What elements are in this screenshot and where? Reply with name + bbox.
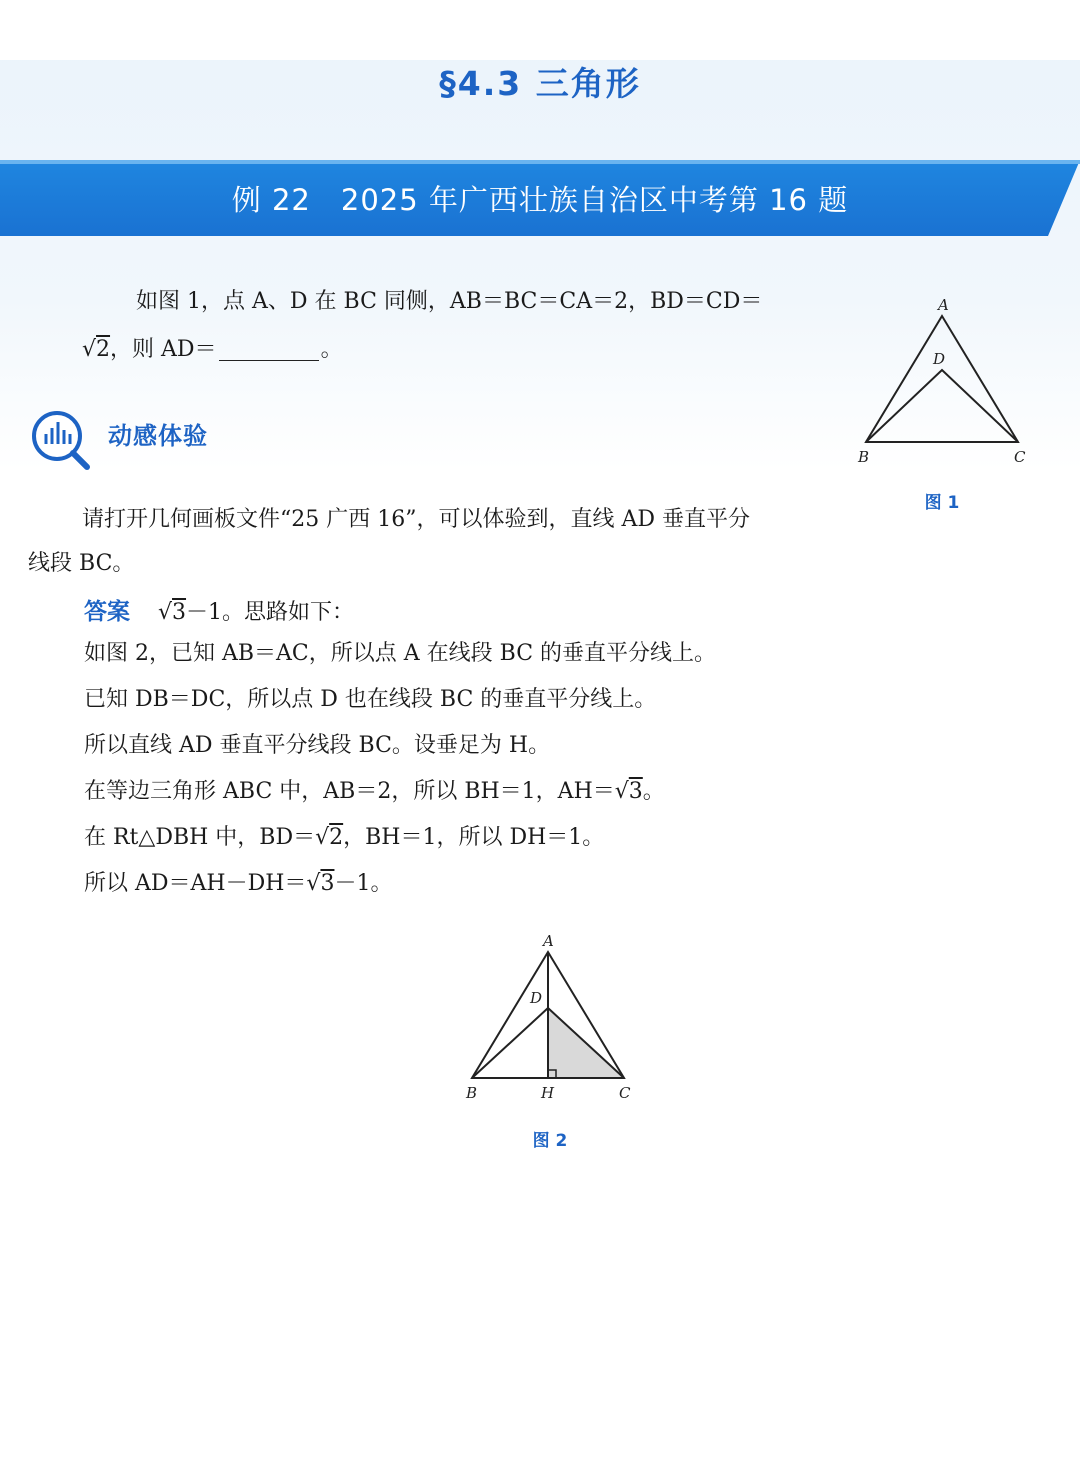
figure-1-caption: 图 1 xyxy=(924,493,960,513)
experience-line-1: 请打开几何画板文件“25 广西 16”，可以体验到，直线 AD 垂直平分 xyxy=(82,507,750,532)
solution-line-3: 所以直线 AD 垂直平分线段 BC。设垂足为 H。 xyxy=(84,733,551,758)
banner-highlight xyxy=(0,160,1080,164)
experience-line-2: 线段 BC。 xyxy=(28,551,135,576)
problem-line-2-text: ，则 AD＝ xyxy=(110,337,217,362)
solution-line-6-radical: 3 xyxy=(320,871,335,896)
answer-blank xyxy=(219,340,319,361)
dynamic-experience-title: 动感体验 xyxy=(108,422,208,450)
fig2-label-c: C xyxy=(619,1084,631,1102)
solution-line-6: 所以 AD＝AH－DH＝√3－1。 xyxy=(84,871,393,896)
fig2-label-a: A xyxy=(543,932,554,950)
solution-line-2: 已知 DB＝DC，所以点 D 也在线段 BC 的垂直平分线上。 xyxy=(84,687,657,712)
answer-label: 答案 xyxy=(84,599,130,625)
solution-line-1: 如图 2，已知 AB＝AC，所以点 A 在线段 BC 的垂直平分线上。 xyxy=(84,641,717,666)
problem-line-1: 如图 1，点 A、D 在 BC 同侧，AB＝BC＝CA＝2，BD＝CD＝ xyxy=(136,289,763,314)
solution-line-5-pre: 在 Rt△DBH 中，BD＝ xyxy=(84,825,316,850)
solution-line-5: 在 Rt△DBH 中，BD＝√2，BH＝1，所以 DH＝1。 xyxy=(84,825,605,850)
solution-line-4-pre: 在等边三角形 ABC 中，AB＝2，所以 BH＝1，AH＝ xyxy=(84,779,615,804)
dynamic-experience-icon xyxy=(28,408,92,472)
problem-line-2: √2，则 AD＝ 。 xyxy=(82,337,343,362)
answer-radical: 3 xyxy=(172,600,187,625)
problem-radical: 2 xyxy=(96,337,111,362)
fig1-label-d: D xyxy=(933,350,946,368)
problem-statement xyxy=(82,278,842,374)
experience-text xyxy=(28,498,838,586)
solution-line-6-post: －1。 xyxy=(334,871,393,896)
problem-line-2-end: 。 xyxy=(320,337,343,362)
answer-summary-tail: －1。思路如下： xyxy=(186,600,355,625)
solution-line-5-post: ，BH＝1，所以 DH＝1。 xyxy=(343,825,605,850)
figure-2-diagram xyxy=(458,928,648,1113)
solution-steps xyxy=(84,634,904,910)
fig1-label-c: C xyxy=(1014,448,1026,466)
fig1-label-a: A xyxy=(938,296,949,314)
solution-line-6-pre: 所以 AD＝AH－DH＝ xyxy=(84,871,307,896)
fig2-label-b: B xyxy=(466,1084,478,1102)
solution-line-4-post: 。 xyxy=(642,779,665,804)
solution-line-4-radical: 3 xyxy=(628,779,643,804)
solution-line-4: 在等边三角形 ABC 中，AB＝2，所以 BH＝1，AH＝√3。 xyxy=(84,779,665,804)
top-margin xyxy=(0,0,1080,60)
figure-2-caption: 图 2 xyxy=(532,1131,568,1151)
section-title: §4.3 三角形 xyxy=(439,64,641,103)
fig1-label-b: B xyxy=(858,448,870,466)
example-banner-title: 例 22 2025 年广西壮族自治区中考第 16 题 xyxy=(231,183,849,217)
fig2-label-d: D xyxy=(530,989,543,1007)
figure-1-diagram xyxy=(852,292,1042,472)
fig1-triangle-abc xyxy=(866,316,1018,442)
answer-header xyxy=(84,592,354,633)
answer-value: √3 xyxy=(158,600,187,625)
fig2-label-h: H xyxy=(541,1084,555,1102)
solution-line-5-radical: 2 xyxy=(329,825,344,850)
